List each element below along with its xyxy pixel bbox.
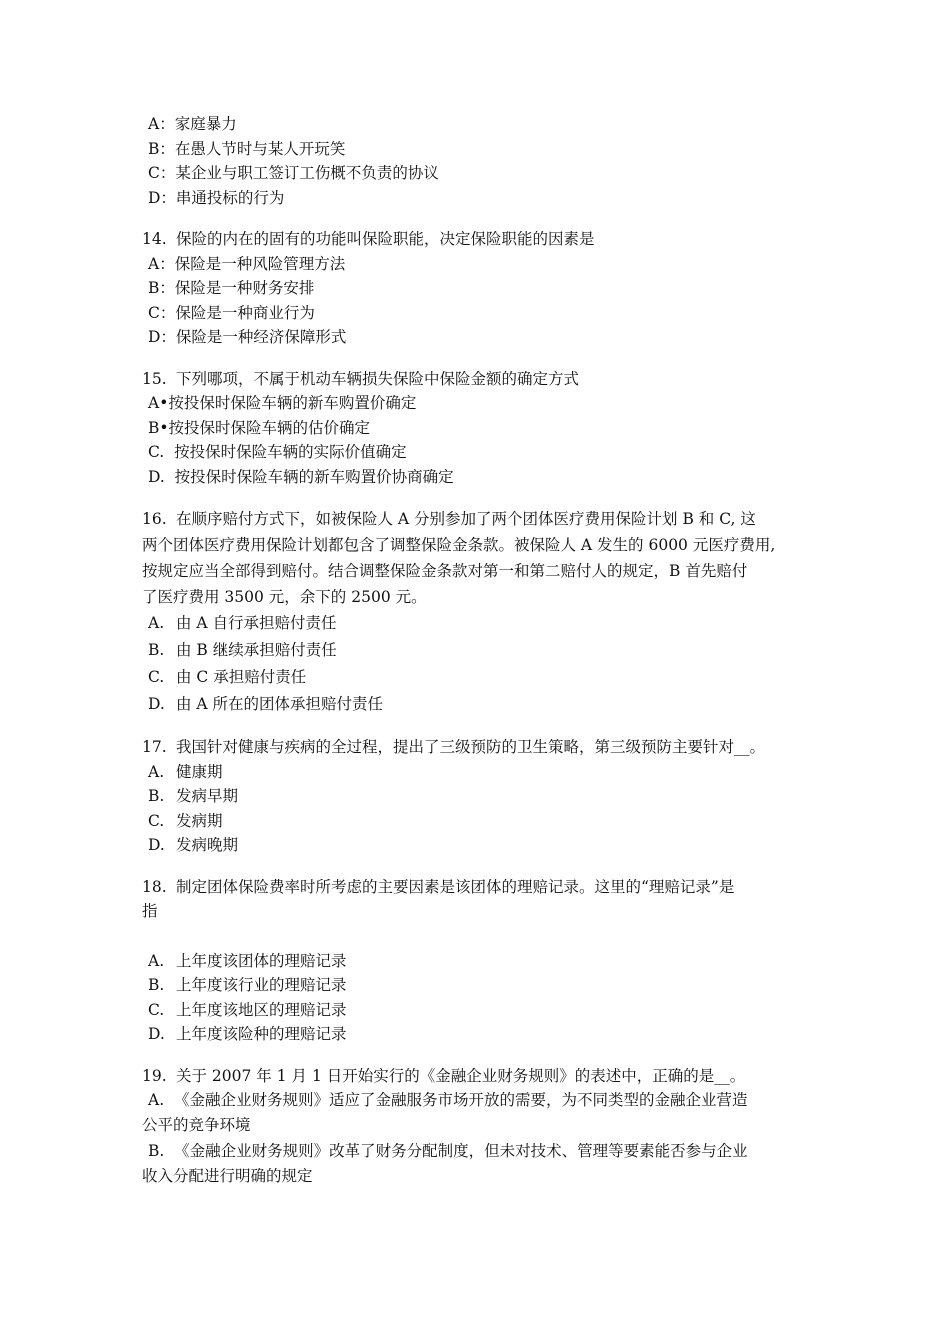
question-16 bbox=[142, 506, 822, 718]
option-a bbox=[142, 610, 822, 637]
question-15 bbox=[142, 367, 822, 490]
option-letter: B. bbox=[148, 976, 165, 994]
question-number: 14. bbox=[142, 230, 167, 248]
question-text: 在顺序赔付方式下，如被保险人 A 分别参加了两个团体医疗费用保险计划 B 和 C, 这 bbox=[176, 510, 756, 528]
option-b: B：在愚人节时与某人开玩笑 bbox=[148, 139, 346, 158]
option-letter: C. bbox=[148, 811, 165, 830]
option-letter: D. bbox=[148, 836, 165, 854]
option-b-line1: B. 《金融企业财务规则》改革了财务分配制度，但未对技术、管理等要素能否参与企业 bbox=[148, 1142, 748, 1160]
option-letter: B. bbox=[148, 787, 165, 805]
option-c bbox=[142, 998, 822, 1023]
option-d bbox=[142, 833, 822, 858]
option-a: A：家庭暴力 bbox=[148, 115, 237, 133]
question-text: 关于 2007 年 1 月 1 日开始实行的《金融企业财务规则》的表述中，正确的是__。 bbox=[176, 1066, 746, 1085]
option-d: D. 按投保时保险车辆的新车购置价协商确定 bbox=[148, 467, 454, 486]
question-text: 保险的内在的固有的功能叫保险职能，决定保险职能的因素是 bbox=[176, 230, 595, 248]
question-stem bbox=[142, 227, 822, 252]
question-stem-line: 了医疗费用 3500 元，余下的 2500 元。 bbox=[142, 588, 427, 606]
option-text: 由 A 自行承担赔付责任 bbox=[176, 614, 337, 632]
option-b bbox=[142, 784, 822, 809]
question-17 bbox=[142, 735, 822, 858]
option-c bbox=[142, 809, 822, 834]
option-text: 发病早期 bbox=[176, 787, 239, 805]
option-letter: A. bbox=[148, 762, 165, 781]
question-stem bbox=[142, 875, 822, 900]
option-d bbox=[142, 1022, 822, 1047]
option-text: 健康期 bbox=[176, 762, 223, 781]
question-stem bbox=[142, 735, 822, 760]
option-text: 上年度该险种的理赔记录 bbox=[176, 1025, 347, 1043]
option-c: C：保险是一种商业行为 bbox=[148, 303, 315, 322]
option-letter: A. bbox=[148, 614, 165, 632]
option-b bbox=[142, 637, 822, 664]
question-number: 18. bbox=[142, 877, 167, 896]
option-a: A•按投保时保险车辆的新车购置价确定 bbox=[148, 394, 417, 412]
question-number: 17. bbox=[142, 738, 167, 756]
option-letter: D. bbox=[148, 1025, 165, 1043]
option-c: C：某企业与职工签订工伤概不负责的协议 bbox=[148, 164, 439, 182]
option-text: 上年度该团体的理赔记录 bbox=[176, 951, 347, 970]
question-number: 16. bbox=[142, 510, 167, 528]
question-18 bbox=[142, 875, 822, 1047]
question-stem-line: 指 bbox=[142, 902, 158, 920]
question-stem-line: 按规定应当全部得到赔付。结合调整保险金条款对第一和第二赔付人的规定，B 首先赔付 bbox=[142, 562, 748, 580]
option-c: C. 按投保时保险车辆的实际价值确定 bbox=[148, 443, 407, 461]
option-c bbox=[142, 664, 822, 691]
question-number: 15. bbox=[142, 369, 167, 388]
option-letter: A. bbox=[148, 951, 165, 970]
option-letter: C. bbox=[148, 1000, 165, 1019]
question-stem bbox=[142, 367, 822, 392]
document-page bbox=[142, 112, 822, 1188]
option-letter: B. bbox=[148, 641, 165, 659]
question-number: 19. bbox=[142, 1066, 167, 1085]
question-stem-line bbox=[142, 506, 822, 532]
option-a: A：保险是一种风险管理方法 bbox=[148, 254, 346, 273]
question-text: 下列哪项，不属于机动车辆损失保险中保险金额的确定方式 bbox=[176, 369, 580, 388]
option-b bbox=[142, 973, 822, 998]
option-a-line2: 公平的竞争环境 bbox=[142, 1115, 251, 1134]
question-text: 我国针对健康与疾病的全过程，提出了三级预防的卫生策略，第三级预防主要针对__。 bbox=[176, 738, 766, 756]
question-13 bbox=[142, 112, 822, 210]
option-a bbox=[142, 760, 822, 785]
option-letter: C. bbox=[148, 668, 165, 686]
option-d: D：串通投标的行为 bbox=[148, 188, 285, 207]
option-text: 由 B 继续承担赔付责任 bbox=[176, 641, 337, 659]
option-b: B：保险是一种财务安排 bbox=[148, 279, 315, 297]
option-b: B•按投保时保险车辆的估价确定 bbox=[148, 418, 371, 437]
option-text: 上年度该地区的理赔记录 bbox=[176, 1000, 347, 1019]
option-letter: D. bbox=[148, 695, 165, 713]
option-text: 由 A 所在的团体承担赔付责任 bbox=[176, 695, 384, 713]
option-text: 发病晚期 bbox=[176, 836, 239, 854]
option-a-line1: A. 《金融企业财务规则》适应了金融服务市场开放的需要，为不同类型的金融企业营造 bbox=[148, 1091, 748, 1109]
option-d: D：保险是一种经济保障形式 bbox=[148, 328, 347, 346]
question-stem-line: 两个团体医疗费用保险计划都包含了调整保险金条款。被保险人 A 发生的 6000 元医疗费用, bbox=[142, 536, 776, 554]
option-a bbox=[142, 949, 822, 974]
question-19 bbox=[142, 1064, 822, 1189]
question-stem bbox=[142, 1064, 822, 1089]
option-text: 上年度该行业的理赔记录 bbox=[176, 976, 347, 994]
option-d bbox=[142, 691, 822, 718]
option-text: 由 C 承担赔付责任 bbox=[176, 668, 307, 686]
option-text: 发病期 bbox=[176, 811, 223, 830]
option-b-line2: 收入分配进行明确的规定 bbox=[142, 1166, 313, 1185]
question-14 bbox=[142, 227, 822, 350]
question-text: 制定团体保险费率时所考虑的主要因素是该团体的理赔记录。这里的“理赔记录”是 bbox=[176, 877, 735, 896]
